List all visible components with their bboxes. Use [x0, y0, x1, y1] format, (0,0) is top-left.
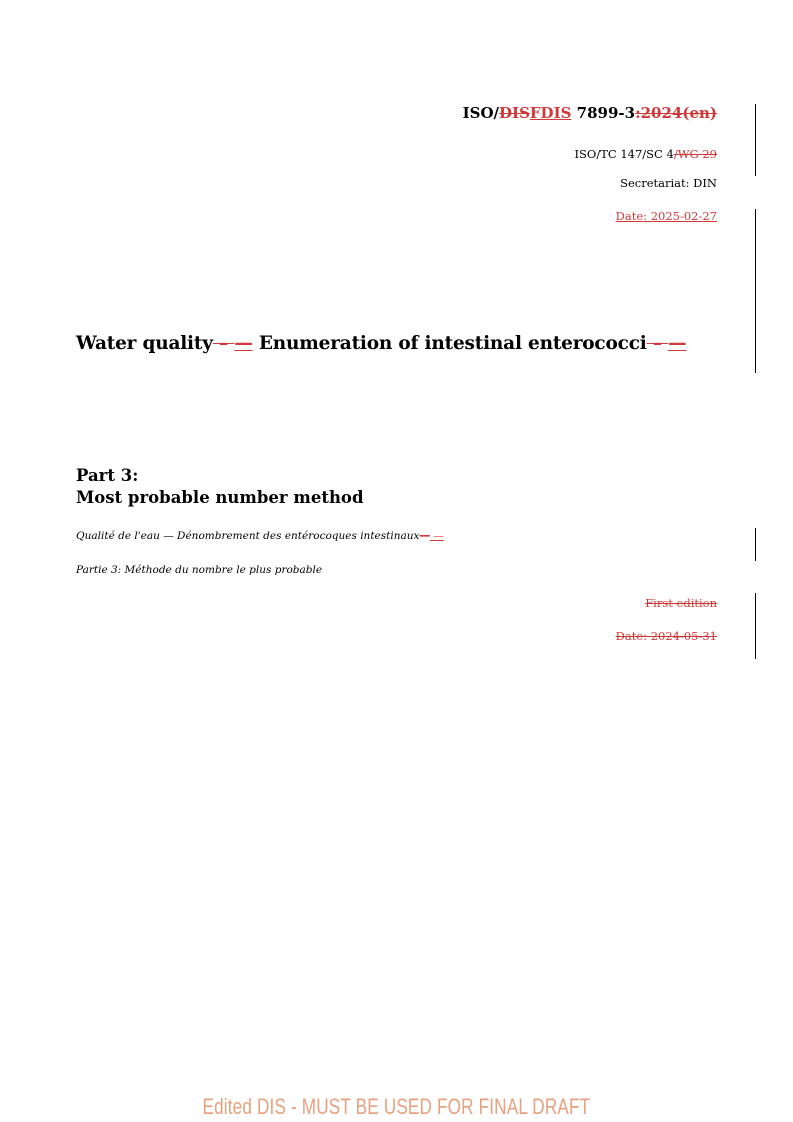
deleted-date: Date: 2024-05-31: [615, 629, 717, 643]
french-inserted-dash: —: [429, 530, 444, 542]
change-bar-header: [755, 104, 756, 176]
part-heading: [76, 465, 363, 509]
committee: ISO/TC 147/SC 4: [574, 147, 674, 161]
inserted-dash-1: —: [234, 333, 253, 354]
inserted-stage: FDIS: [529, 104, 572, 122]
change-bar-french: [755, 528, 756, 561]
french-title-text: Qualité de l'eau — Dénombrement des entérocoques intestinaux: [76, 530, 420, 542]
part-name: Most probable number method: [76, 488, 364, 507]
deleted-dash-1: –: [212, 333, 235, 354]
deleted-edition: First edition: [645, 596, 717, 610]
deleted-year-suffix: :2024(en): [635, 104, 717, 122]
french-title: [76, 530, 444, 542]
french-deleted-dash: —: [419, 530, 430, 542]
french-part: Partie 3: Méthode du nombre le plus probable: [76, 564, 323, 576]
ref-prefix: ISO/: [462, 104, 500, 122]
watermark-footer: Edited DIS - MUST BE USED FOR FINAL DRAFT: [202, 1094, 591, 1119]
title-part-1: Water quality: [76, 333, 213, 354]
inserted-date: Date: 2025-02-27: [615, 209, 717, 223]
change-bar-edition: [755, 593, 756, 659]
title-part-2: Enumeration of intestinal enterococci: [252, 333, 647, 354]
document-reference: [463, 104, 717, 122]
ref-number: 7899-3: [571, 104, 636, 122]
deleted-stage: DIS: [499, 104, 530, 122]
change-bar-title: [755, 209, 756, 373]
committee-line: [575, 147, 718, 161]
part-label: Part 3:: [76, 466, 139, 485]
inserted-dash-2: —: [668, 333, 687, 354]
secretariat: Secretariat: DIN: [620, 176, 717, 190]
document-title: [76, 333, 686, 354]
deleted-working-group: /WG 29: [673, 147, 717, 161]
deleted-dash-2: –: [646, 333, 669, 354]
